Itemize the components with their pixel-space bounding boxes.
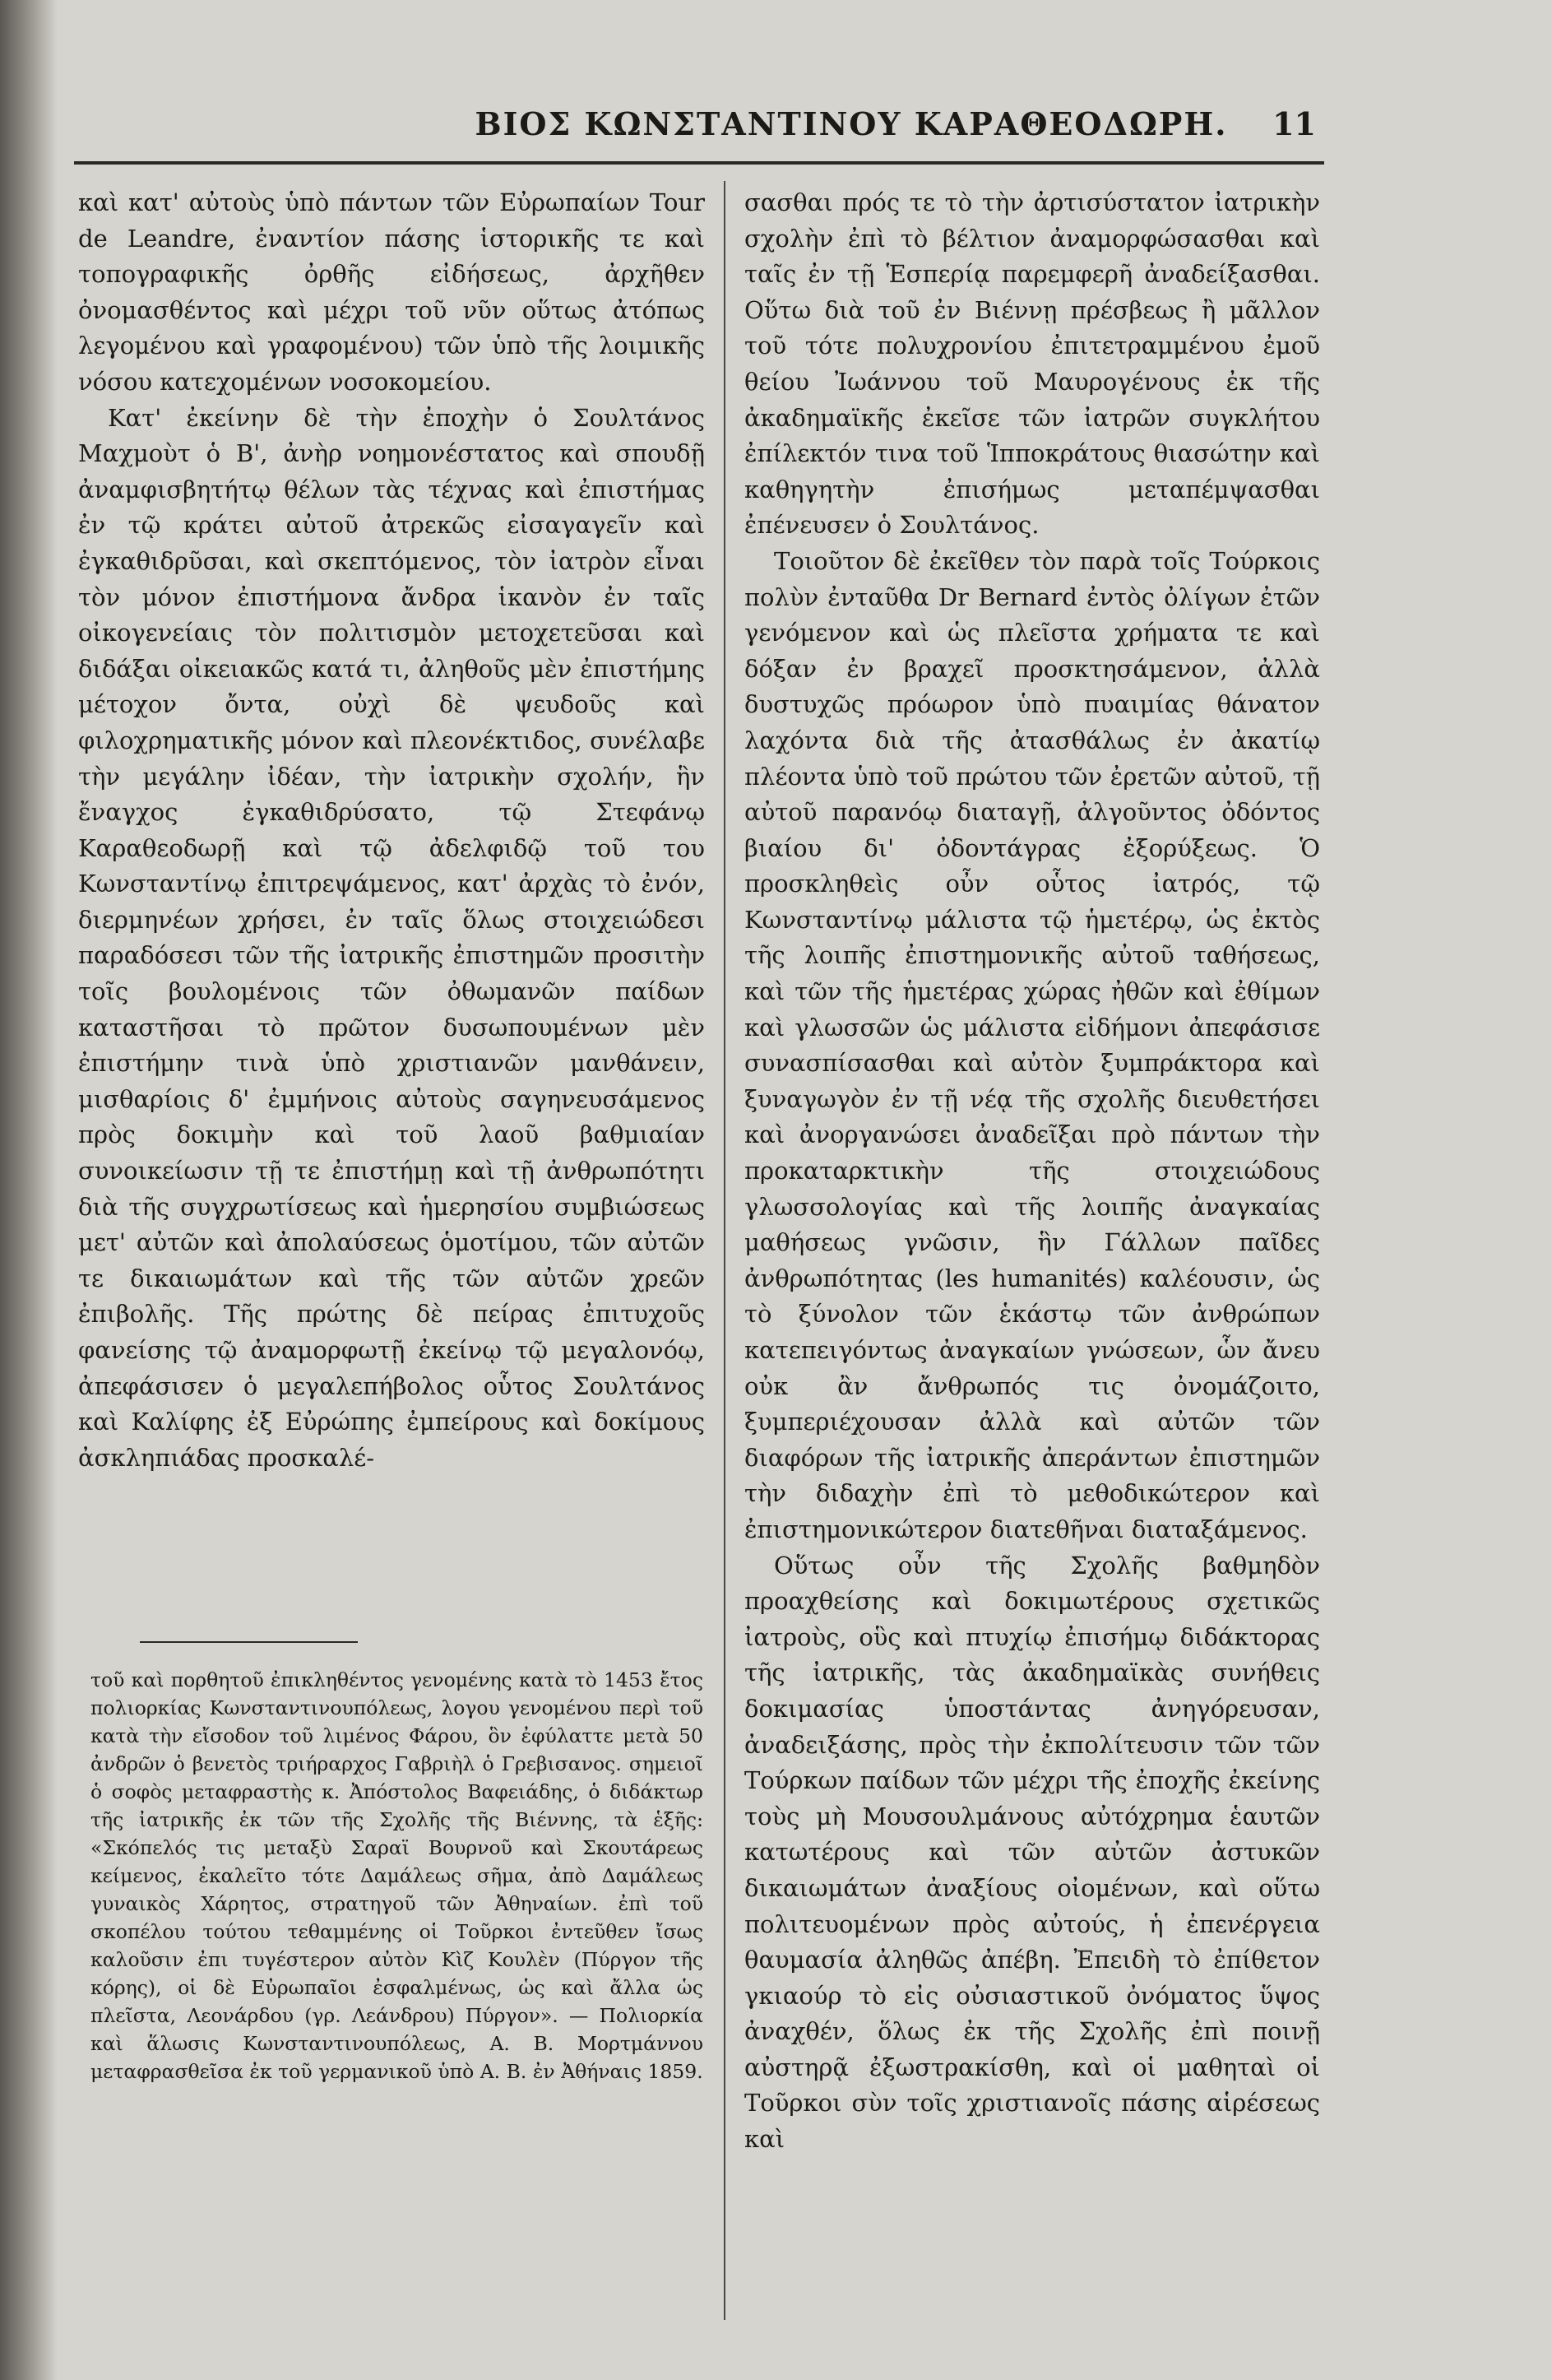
left-paragraph-2: Κατ' ἐκείνην δὲ τὴν ἐποχὴν ὁ Σουλτάνος Μαχμοὺτ ὁ Β', ἀνὴρ νοημονέστατος καὶ σπουδῇ ἀναμφισβητήτῳ θέλων τὰς τέχνας καὶ ἐπιστήμας ἐν τῷ κράτει αὐτοῦ ἀτρεκῶς εἰσαγαγεῖν καὶ ἐγκαθιδρῦσαι, καὶ σκεπτόμενος, τὸν ἰατρὸν εἶναι τὸν μόνον ἐπιστήμονα ἄνδρα ἱκανὸν ἐν ταῖς οἰκογενείαις τὸν πολιτισμὸν μετοχετεῦσαι καὶ διδάξαι οἰκειακῶς κατά τι, ἀληθοῦς μὲν ἐπιστήμης μέτοχον ὄντα, οὐχὶ δὲ ψευδοῦς καὶ φιλοχρηματικῆς μόνον καὶ πλεονέκτιδος, συνέλαβε τὴν μεγάλην ἰδέαν, τὴν ἰατρικὴν σχολήν, ἣν ἔναγχος ἐγκαθιδρύσατο, τῷ Στεφάνῳ Καραθεοδωρῇ καὶ τῷ ἀδελφιδῷ τοῦ του Κωνσταντίνῳ ἐπιτρεψάμενος, κατ' ἀρχὰς τὸ ἐνόν, διερμηνέων χρήσει, ἐν ταῖς ὅλως στοιχειώδεσι παραδόσεσι τῶν τῆς ἰατρικῆς ἐπιστημῶν προσιτὴν τοῖς βουλομένοις τῶν ὀθωμανῶν παίδων καταστῆσαι τὸ πρῶτον δυσωπουμένων μὲν ἐπιστήμην τινὰ ὑπὸ χριστιανῶν μανθάνειν, μισθαρίοις δ' ἐμμήνοις αὐτοὺς σαγηνευσάμενος πρὸς δοκιμὴν καὶ τοῦ λαοῦ βαθμιαίαν συνοικείωσιν τῇ τε ἐπιστήμῃ καὶ τῇ ἀνθρωπότητι διὰ τῆς συγχρωτίσεως καὶ ἡμερησίου συμβιώσεως μετ' αὐτῶν καὶ ἀπολαύσεως ὁμοτίμου, τῶν αὐτῶν τε δικαιωμάτων καὶ τῆς τῶν αὐτῶν χρεῶν ἐπιβολῆς. Τῆς πρώτης δὲ πείρας ἐπιτυχοῦς φανείσης τῷ ἀναμορφωτῇ ἐκείνῳ τῷ μεγαλονόῳ, ἀπεφάσισεν ὁ μεγαλεπήβολος οὗτος Σουλτάνος καὶ Καλίφης ἐξ Εὐρώπης ἐμπείρους καὶ δοκίμους ἀσκληπιάδας προσκαλέ- — [78, 403, 705, 1472]
footnote-text: τοῦ καὶ πορθητοῦ ἐπικληθέντος γενομένης κατὰ τὸ 1453 ἔτος πολιορκίας Κωνσταντινουπόλεως, λογου γενομένου περὶ τοῦ κατὰ τὴν εἴσοδον τοῦ λιμένος Φάρου, ὃν ἐφύλαττε μετὰ 50 ἀνδρῶν ὁ βενετὸς τριήραρχος Γαβριὴλ ὁ Γρεβισανος. σημειοῖ ὁ σοφὸς μεταφραστὴς κ. Ἀπόστολος Βαφειάδης, ὁ διδάκτωρ τῆς ἰατρικῆς ἐκ τῶν τῆς Σχολῆς τῆς Βιέννης, τὰ ἑξῆς: «Σκόπελός τις μεταξὺ Σαραϊ Βουρνοῦ καὶ Σκουτάρεως κείμενος, ἐκαλεῖτο τότε Δαμάλεως σῆμα, ἀπὸ Δαμάλεως γυναικὸς Χάρητος, στρατηγοῦ τῶν Ἀθηναίων. ἐπὶ τοῦ σκοπέλου τούτου τεθαμμένης οἱ Τοῦρκοι ἐντεῦθεν ἴσως καλοῦσιν ἐπι τυγέστερον αὐτὸν Κὶζ Κουλὲν (Πύργον τῆς κόρης), οἱ δὲ Εὐρωπαῖοι ἐσφαλμένως, ὡς καὶ ἄλλα ὡς πλεῖστα, Λεονάρδου (γρ. Λεάνδρου) Πύργον». — Πολιορκία καὶ ἅλωσις Κωνσταντινουπόλεως, Α. Β. Μορτμάννου μεταφρασθεῖσα ἐκ τοῦ γερμανικοῦ ὑπὸ Α. Β. ἐν Ἀθήναις 1859. — [90, 1668, 703, 2083]
left-paragraph-1: καὶ κατ' αὐτοὺς ὑπὸ πάντων τῶν Εὐρωπαίων Tour de Leandre, ἐναντίον πάσης ἱστορικῆς τε καὶ τοπογραφικῆς ὀρθῆς εἰδήσεως, ἀρχῆθεν ὀνομασθέντος καὶ μέχρι τοῦ νῦν οὕτως ἀτόπως λεγομένου καὶ γραφομένου) τῶν ὑπὸ τῆς λοιμικῆς νόσου κατεχομένων νοσοκομείου. — [78, 188, 705, 396]
spine-shadow — [0, 0, 58, 2380]
left-column — [78, 185, 705, 1600]
running-title: ΒΙΟΣ ΚΩΝΣΤΑΝΤΙΝΟΥ ΚΑΡΑΘΕΟΔΩΡΗ. — [475, 105, 1228, 142]
right-paragraph-1: σασθαι πρός τε τὸ τὴν ἀρτισύστατον ἰατρικὴν σχολὴν ἐπὶ τὸ βέλτιον ἀναμορφώσασθαι καὶ ταῖς ἐν τῇ Ἑσπερίᾳ παρεμφερῆ ἀναδείξασθαι. Οὕτω διὰ τοῦ ἐν Βιέννῃ πρέσβεως ἢ μᾶλλον τοῦ τότε πολυχρονίου ἐπιτετραμμένου ἐμοῦ θείου Ἰωάννου τοῦ Μαυρογένους ἐκ τῆς ἀκαδημαϊκῆς ἐκεῖσε τῶν ἰατρῶν συγκλήτου ἐπίλεκτόν τινα τοῦ Ἱπποκράτους θιασώτην καὶ καθηγητὴν ἐπισήμως μεταπέμψασθαι ἐπένευσεν ὁ Σουλτάνος. — [744, 188, 1320, 540]
column-divider — [724, 181, 725, 2320]
header-rule — [74, 161, 1324, 165]
footnote — [90, 1666, 703, 2291]
page-number: 11 — [1272, 105, 1316, 142]
footnote-rule — [140, 1641, 358, 1643]
right-paragraph-2: Τοιοῦτον δὲ ἐκεῖθεν τὸν παρὰ τοῖς Τούρκοις πολὺν ἐνταῦθα Dr Bernard ἐντὸς ὀλίγων ἐτῶν γενόμενον καὶ ὡς πλεῖστα χρήματα τε καὶ δόξαν ἐν βραχεῖ προσκτησάμενον, ἀλλὰ δυστυχῶς πρόωρον ὑπὸ πυαιμίας θάνατον λαχόντα διὰ τῆς ἀτασθάλως ἐν ἀκατίῳ πλέοντα ὑπὸ τοῦ πρώτου τῶν ἐρετῶν αὐτοῦ, τῇ αὐτοῦ παρανόῳ διαταγῇ, ἀλγοῦντος ὀδόντος βιαίου δι' ὀδοντάγρας ἐξορύξεως. Ὁ προσκληθεὶς οὖν οὗτος ἰατρός, τῷ Κωνσταντίνῳ μάλιστα τῷ ἡμετέρῳ, ὡς ἐκτὸς τῆς λοιπῆς ἐπιστημονικῆς αὐτοῦ ταθήσεως, καὶ τῶν τῆς ἡμετέρας χώρας ἠθῶν καὶ ἐθίμων καὶ γλωσσῶν ὡς μάλιστα εἰδήμονι ἀπεφάσισε συνασπίσασθαι καὶ αὐτὸν ξυμπράκτορα καὶ ξυναγωγὸν ἐν τῇ νέᾳ τῆς σχολῆς διευθετήσει καὶ ἀνοργανώσει ἀναδεῖξαι πρὸ πάντων τὴν προκαταρκτικὴν τῆς στοιχειώδους γλωσσολογίας καὶ τῆς λοιπῆς ἀναγκαίας μαθήσεως γνῶσιν, ἣν Γάλλων παῖδες ἀνθρωπότητας (les humanités) καλέουσιν, ὡς τὸ ξύνολον τῶν ἑκάστῳ τῶν ἀνθρώπων κατεπειγόντως ἀναγκαίων γνώσεων, ὧν ἄνευ οὐκ ἂν ἄνθρωπός τις ὀνομάζοιτο, ξυμπεριέχουσαν ἀλλὰ καὶ αὐτῶν τῶν διαφόρων τῆς ἰατρικῆς ἀπεράντων ἐπιστημῶν τὴν διδαχὴν ἐπὶ τὸ μεθοδικώτερον καὶ ἐπιστημονικώτερον διατεθῆναι διαταξάμενος. — [744, 546, 1320, 1543]
right-column — [744, 185, 1320, 2258]
right-paragraph-3: Οὕτως οὖν τῆς Σχολῆς βαθμηδὸν προαχθείσης καὶ δοκιμωτέρους σχετικῶς ἰατροὺς, οὓς καὶ πτυχίῳ ἐπισήμῳ διδάκτορας τῆς ἰατρικῆς, τὰς ἀκαδημαϊκὰς συνήθεις δοκιμασίας ὑποστάντας ἀνηγόρευσαν, ἀναδειξάσης, πρὸς τὴν ἐκπολίτευσιν τῶν τῶν Τούρκων παίδων τῶν μέχρι τῆς ἐποχῆς ἐκείνης τοὺς μὴ Μουσουλμάνους αὐτόχρημα ἑαυτῶν κατωτέρους καὶ τῶν αὐτῶν ἀστυκῶν δικαιωμάτων ἀναξίους οἰομένων, καὶ οὕτω πολιτευομένων πρὸς αὐτούς, ἡ ἐπενέργεια θαυμασία ἀληθῶς ἀπέβη. Ἐπειδὴ τὸ ἐπίθετον γκιαούρ τὸ εἰς οὐσιαστικοῦ ὀνόματος ὕψος ἀναχθέν, ὅλως ἐκ τῆς Σχολῆς ἐπὶ ποινῇ αὐστηρᾷ ἐξωστρακίσθη, καὶ οἱ μαθηταὶ οἱ Τοῦρκοι σὺν τοῖς χριστιανοῖς πάσης αἱρέσεως καὶ — [744, 1551, 1320, 2154]
